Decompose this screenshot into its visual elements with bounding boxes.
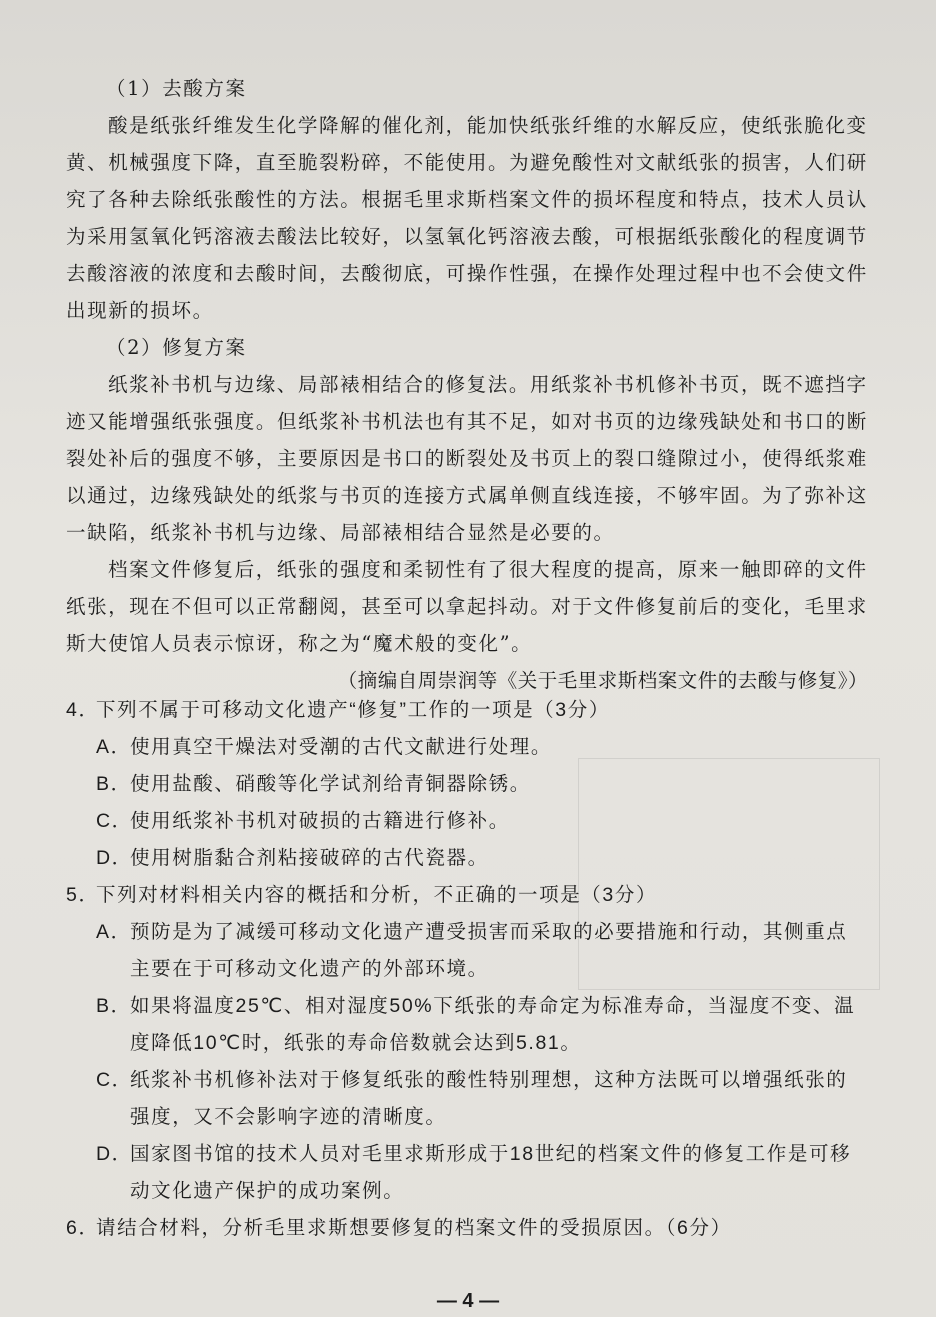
paragraph-line: 以通过，边缘残缺处的纸浆与书页的连接方式属单侧直线连接，不够牢固。为了弥补这 <box>66 484 868 507</box>
paragraph-line: 为采用氢氧化钙溶液去酸法比较好，以氢氧化钙溶液去酸，可根据纸张酸化的程度调节 <box>66 225 868 248</box>
paragraph-line: 斯大使馆人员表示惊讶，称之为“魔术般的变化”。 <box>66 632 533 655</box>
paragraph-line: 黄、机械强度下降，直至脆裂粉碎，不能使用。为避免酸性对文献纸张的损害，人们研 <box>66 151 868 174</box>
question-5-option-b-cont: 度降低10℃时，纸张的寿命倍数就会达到5.81。 <box>130 1032 582 1054</box>
questions-section <box>66 692 876 1247</box>
question-4-option-a[interactable]: A．使用真空干燥法对受潮的古代文献进行处理。 <box>96 736 553 758</box>
section-title: （2）修复方案 <box>106 336 247 359</box>
section-title: （1）去酸方案 <box>106 77 247 100</box>
paragraph-line: 纸浆补书机与边缘、局部裱相结合的修复法。用纸浆补书机修补书页，既不遮挡字 <box>108 373 868 396</box>
question-5-option-b[interactable]: B．如果将温度25℃、相对湿度50%下纸张的寿命定为标准寿命，当湿度不变、温 <box>96 995 856 1017</box>
question-4-option-c[interactable]: C．使用纸浆补书机对破损的古籍进行修补。 <box>96 810 510 832</box>
paragraph-line: 酸是纸张纤维发生化学降解的催化剂，能加快纸张纤维的水解反应，使纸张脆化变 <box>108 114 868 137</box>
paragraph-line: 一缺陷，纸浆补书机与边缘、局部裱相结合显然是必要的。 <box>66 521 615 544</box>
paragraph-line: 出现新的损坏。 <box>66 299 214 322</box>
question-5-option-a[interactable]: A．预防是为了减缓可移动文化遗产遭受损害而采取的必要措施和行动，其侧重点 <box>96 921 848 943</box>
paragraph-line: 去酸溶液的浓度和去酸时间，去酸彻底，可操作性强，在操作处理过程中也不会使文件 <box>66 262 868 285</box>
question-5-stem: 5．下列对材料相关内容的概括和分析，不正确的一项是（3分） <box>66 884 658 906</box>
paragraph-line: 纸张，现在不但可以正常翻阅，甚至可以拿起抖动。对于文件修复前后的变化，毛里求 <box>66 595 868 618</box>
question-5-option-d-cont: 动文化遗产保护的成功案例。 <box>130 1180 405 1202</box>
paragraph-line: 迹又能增强纸张强度。但纸浆补书机法也有其不足，如对书页的边缘残缺处和书口的断 <box>66 410 868 433</box>
source-citation: （摘编自周崇润等《关于毛里求斯档案文件的去酸与修复》） <box>337 669 868 692</box>
question-4-option-d[interactable]: D．使用树脂黏合剂粘接破碎的古代瓷器。 <box>96 847 489 869</box>
paragraph-line: 档案文件修复后，纸张的强度和柔韧性有了很大程度的提高，原来一触即碎的文件 <box>108 558 868 581</box>
question-5-option-a-cont: 主要在于可移动文化遗产的外部环境。 <box>130 958 489 980</box>
question-5-option-d[interactable]: D．国家图书馆的技术人员对毛里求斯形成于18世纪的档案文件的修复工作是可移 <box>96 1143 852 1165</box>
question-5-option-c[interactable]: C．纸浆补书机修补法对于修复纸张的酸性特别理想，这种方法既可以增强纸张的 <box>96 1069 848 1091</box>
question-4-option-b[interactable]: B．使用盐酸、硝酸等化学试剂给青铜器除锈。 <box>96 773 531 795</box>
paragraph-line: 究了各种去除纸张酸性的方法。根据毛里求斯档案文件的损坏程度和特点，技术人员认 <box>66 188 868 211</box>
page-number: — 4 — <box>436 1290 500 1312</box>
question-6-stem: 6．请结合材料，分析毛里求斯想要修复的档案文件的受损原因。（6分） <box>66 1217 732 1239</box>
question-5-option-c-cont: 强度，又不会影响字迹的清晰度。 <box>130 1106 447 1128</box>
reading-passage <box>66 70 876 699</box>
paragraph-line: 裂处补后的强度不够，主要原因是书口的断裂处及书页上的裂口缝隙过小，使得纸浆难 <box>66 447 868 470</box>
question-4-stem: 4．下列不属于可移动文化遗产“修复”工作的一项是（3分） <box>66 699 610 721</box>
